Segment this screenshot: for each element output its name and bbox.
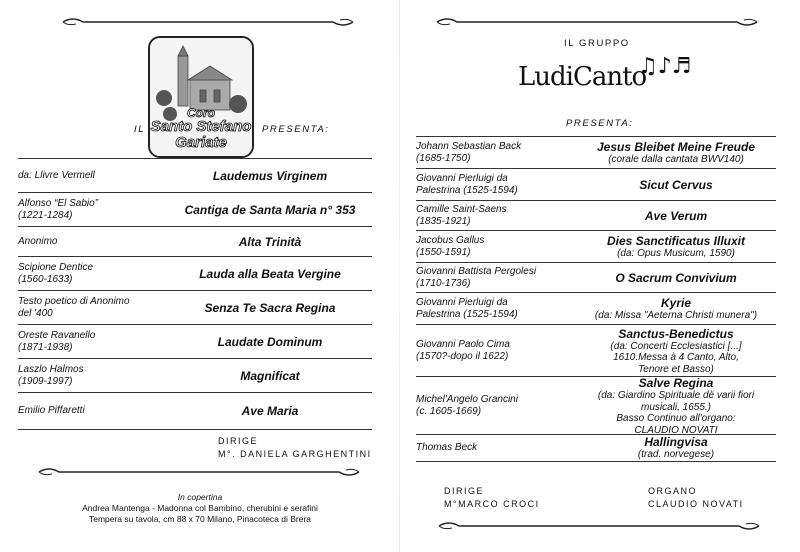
program-row — [18, 392, 372, 430]
program-row — [416, 136, 776, 169]
piece — [576, 209, 776, 223]
piece — [576, 178, 776, 192]
piece-title: Dies Sanctificatus Illuxit — [606, 234, 746, 249]
piece — [576, 234, 776, 260]
program-row — [416, 376, 776, 435]
piece — [576, 140, 776, 166]
piece — [576, 327, 776, 376]
piece-note: (da: Giardino Spirituale dè varii fiori musicali, 1655.) Basso Continuo all'organo: CLAUDIO NOVATI — [597, 390, 755, 436]
composer: Giovanni Pierluigi da Palestrina (1525-1594) — [416, 173, 518, 196]
piece-note: (da: Concerti Ecclesiastici [...] 1610.Messa à 4 Canto, Alto, Tenore et Basso) — [610, 340, 742, 375]
piece-title: O Sacrum Convivium — [615, 271, 737, 285]
piece-title: Kyrie — [660, 296, 692, 311]
top-ornament-right — [432, 14, 762, 30]
right-page — [400, 0, 800, 552]
piece — [168, 404, 372, 418]
program-row — [416, 262, 776, 293]
composer: Michel'Angelo Grancini (c. 1605-1669) — [416, 394, 518, 417]
piece-title: Magnificat — [240, 369, 300, 383]
program-row — [416, 292, 776, 325]
program-row — [18, 226, 372, 257]
dirige-label: DIRIGE — [218, 436, 259, 446]
composer: Emilio Piffaretti — [18, 405, 85, 416]
il-label: IL — [134, 124, 146, 135]
composer: da: Llivre Vermell — [18, 170, 95, 181]
presenta-label: PRESENTA: — [262, 124, 330, 135]
piece-title: Laudemus Virginem — [212, 169, 328, 183]
composer: Jacobus Gallus (1550-1591) — [416, 235, 485, 258]
il-gruppo-label: IL GRUPPO — [564, 38, 630, 49]
piece-title: Hallingvisa — [644, 435, 708, 450]
program-row — [18, 358, 372, 393]
presenta-label-right: PRESENTA: — [566, 118, 634, 129]
music-notes-icon: ♫♪♬ — [638, 54, 692, 79]
program-row — [416, 168, 776, 201]
piece-title: Jesus Bleibet Meine Freude — [596, 140, 756, 155]
composer: Scipione Dentice (1560-1633) — [18, 262, 94, 285]
program-row — [416, 200, 776, 231]
piece-title: Alta Trinità — [238, 235, 302, 249]
composer: Giovanni Paolo Cima (1570?-dopo il 1622) — [416, 339, 510, 362]
ludicanto-logo: LudiCanto — [518, 62, 647, 92]
composer: Testo poetico di Anonimo del '400 — [18, 296, 130, 319]
piece — [576, 435, 776, 461]
piece-title: Laudate Dominum — [217, 335, 323, 349]
program-row — [18, 192, 372, 227]
piece-note: (da: Missa "Aeterna Christi munera") — [594, 310, 758, 322]
piece-title: Sanctus-Benedictus — [618, 326, 734, 341]
bottom-ornament — [34, 464, 364, 480]
top-ornament — [58, 14, 358, 30]
piece — [168, 369, 372, 383]
piece-title: Cantiga de Santa Maria n° 353 — [184, 203, 356, 217]
dirige-name: M°. DANIELA GARGHENTINI — [218, 449, 372, 459]
composer: Giovanni Pierluigi da Palestrina (1525-1594) — [416, 297, 518, 320]
piece-note: (corale dalla cantata BWV140) — [608, 154, 744, 166]
left-program-list — [18, 158, 372, 430]
program-row — [18, 324, 372, 359]
piece — [168, 169, 372, 183]
cover-line-2: Tempera su tavola, cm 88 x 70 Milano, Pinacoteca di Brera — [88, 514, 312, 524]
composer: Giovanni Battista Pergolesi (1710-1736) — [416, 266, 537, 289]
piece-note: (trad. norvegese) — [637, 449, 715, 461]
piece — [168, 335, 372, 349]
logo-line-2: Santo Stefano — [150, 118, 252, 135]
piece-title: Sicut Cervus — [639, 178, 713, 192]
composer: Alfonso “El Sabio” (1221-1284) — [18, 198, 99, 221]
composer: Thomas Beck — [416, 442, 478, 453]
program-row — [18, 158, 372, 193]
program-row — [416, 324, 776, 377]
bottom-ornament-right — [434, 518, 764, 534]
cover-heading: In copertina — [177, 492, 223, 502]
composer: Anonimo — [18, 236, 58, 247]
piece-note: (da: Opus Musicum, 1590) — [617, 248, 735, 260]
piece — [168, 301, 372, 315]
piece — [168, 267, 372, 281]
program-row — [416, 434, 776, 462]
piece — [168, 235, 372, 249]
program-row — [18, 256, 372, 291]
composer: Oreste Ravanello (1871-1938) — [18, 330, 96, 353]
piece-title: Salve Regina — [638, 376, 714, 390]
cover-line-1: Andrea Mantenga - Madonna col Bambino, cherubini e serafini — [82, 503, 318, 513]
composer: Laszlo Halmos (1909-1997) — [18, 364, 84, 387]
program-row — [18, 290, 372, 325]
composer: Johann Sebastian Back (1685-1750) — [416, 141, 522, 164]
piece — [576, 376, 776, 436]
piece-title: Ave Verum — [644, 209, 708, 223]
dirige-name-right: M°MARCO CROCI — [444, 499, 540, 509]
composer: Camille Saint-Saens (1835-1921) — [416, 204, 507, 227]
piece-title: Lauda alla Beata Vergine — [199, 267, 341, 281]
right-program-list — [416, 136, 776, 474]
dirige-label-right: DIRIGE — [444, 486, 485, 496]
logo-line-3: Gariate — [175, 134, 227, 151]
logo-line-1: Coro — [187, 106, 215, 120]
piece — [168, 203, 372, 217]
organo-label: ORGANO — [648, 486, 698, 496]
piece-title: Senza Te Sacra Regina — [204, 301, 336, 315]
piece — [576, 271, 776, 285]
program-row — [416, 230, 776, 263]
piece-title: Ave Maria — [241, 404, 299, 418]
piece — [576, 296, 776, 322]
choir-logo — [148, 36, 254, 158]
organo-name: CLAUDIO NOVATI — [648, 499, 744, 509]
